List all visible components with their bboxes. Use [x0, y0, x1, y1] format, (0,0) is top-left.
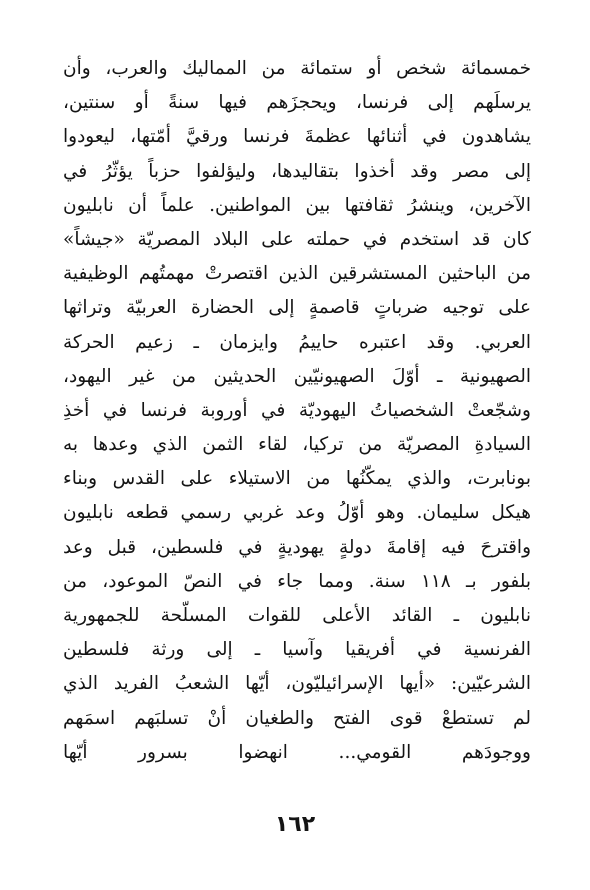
text-line: وشجّعتْ الشخصياتُ اليهوديّة في أوروبة فرنسا في أخذِ: [63, 399, 531, 421]
text-line: خمسمائة شخص أو ستمائة من المماليك والعرب، وأن: [63, 58, 531, 79]
body-text: [63, 52, 531, 770]
text-line: الصهيونية ـ أوّلَ الصهيونيّين الحديثين من غير اليهود،: [63, 365, 531, 387]
text-line: السيادةِ المصريّة من تركيا، لقاء الثمن الذي وعدها به: [63, 434, 531, 456]
text-line: ووجودَهم القومي... انهضوا بسرور أيّها: [63, 741, 531, 763]
text-line: كان قد استخدم في حملته على البلاد المصريّة «جيشاً»: [63, 228, 531, 250]
text-line: يرسلَهم إلى فرنسا، ويحجزَهم فيها سنةً أو سنتين،: [63, 92, 531, 114]
text-line: واقترحَ فيه إقامةَ دولةٍ يهوديةٍ في فلسطين، قبل وعد: [63, 536, 531, 558]
text-line: يشاهدون في أثنائها عظمةَ فرنسا ورقيَّ أمّتها، ليعودوا: [63, 126, 531, 148]
text-line: بونابرت، والذي يمكّنُها من الاستيلاء على القدس وبناء: [63, 468, 531, 490]
text-line: الفرنسية في أفريقيا وآسيا ـ إلى ورثة فلسطين: [63, 639, 531, 661]
text-line: العربي. وقد اعتبره حاييمُ وايزمان ـ زعيم الحركة: [63, 331, 531, 353]
text-line: لم تستطعْ قوى الفتح والطغيان أنْ تسلبَهم اسمَهم: [63, 707, 531, 729]
text-line: بلفور بـ ١١٨ سنة. ومما جاء في النصّ الموعود، من: [63, 570, 531, 592]
text-line: من الباحثين المستشرقين الذين اقتصرتْ مهمتُهم الوظيفية: [63, 263, 531, 285]
text-line: نابليون ـ القائد الأعلى للقوات المسلّحة للجمهورية: [63, 605, 531, 626]
text-line: الآخرين، وينشرُ ثقافتها بين المواطنين. علماً أن نابليون: [63, 194, 531, 216]
text-line: إلى مصر وقد أخذوا بتقاليدها، وليؤلفوا حزباً يؤثّرُ في: [63, 160, 531, 182]
page-number: ١٦٢: [274, 812, 316, 837]
text-line: الشرعيّين: «أيها الإسرائيليّون، أيّها الشعبُ الفريد الذي: [63, 673, 531, 695]
text-line: على توجيه ضرباتٍ قاصمةٍ إلى الحضارة العربيّة وتراثها: [63, 297, 531, 319]
text-line: هيكل سليمان. وهو أوّلُ وعد غربي رسمي قطعه نابليون: [63, 502, 531, 524]
